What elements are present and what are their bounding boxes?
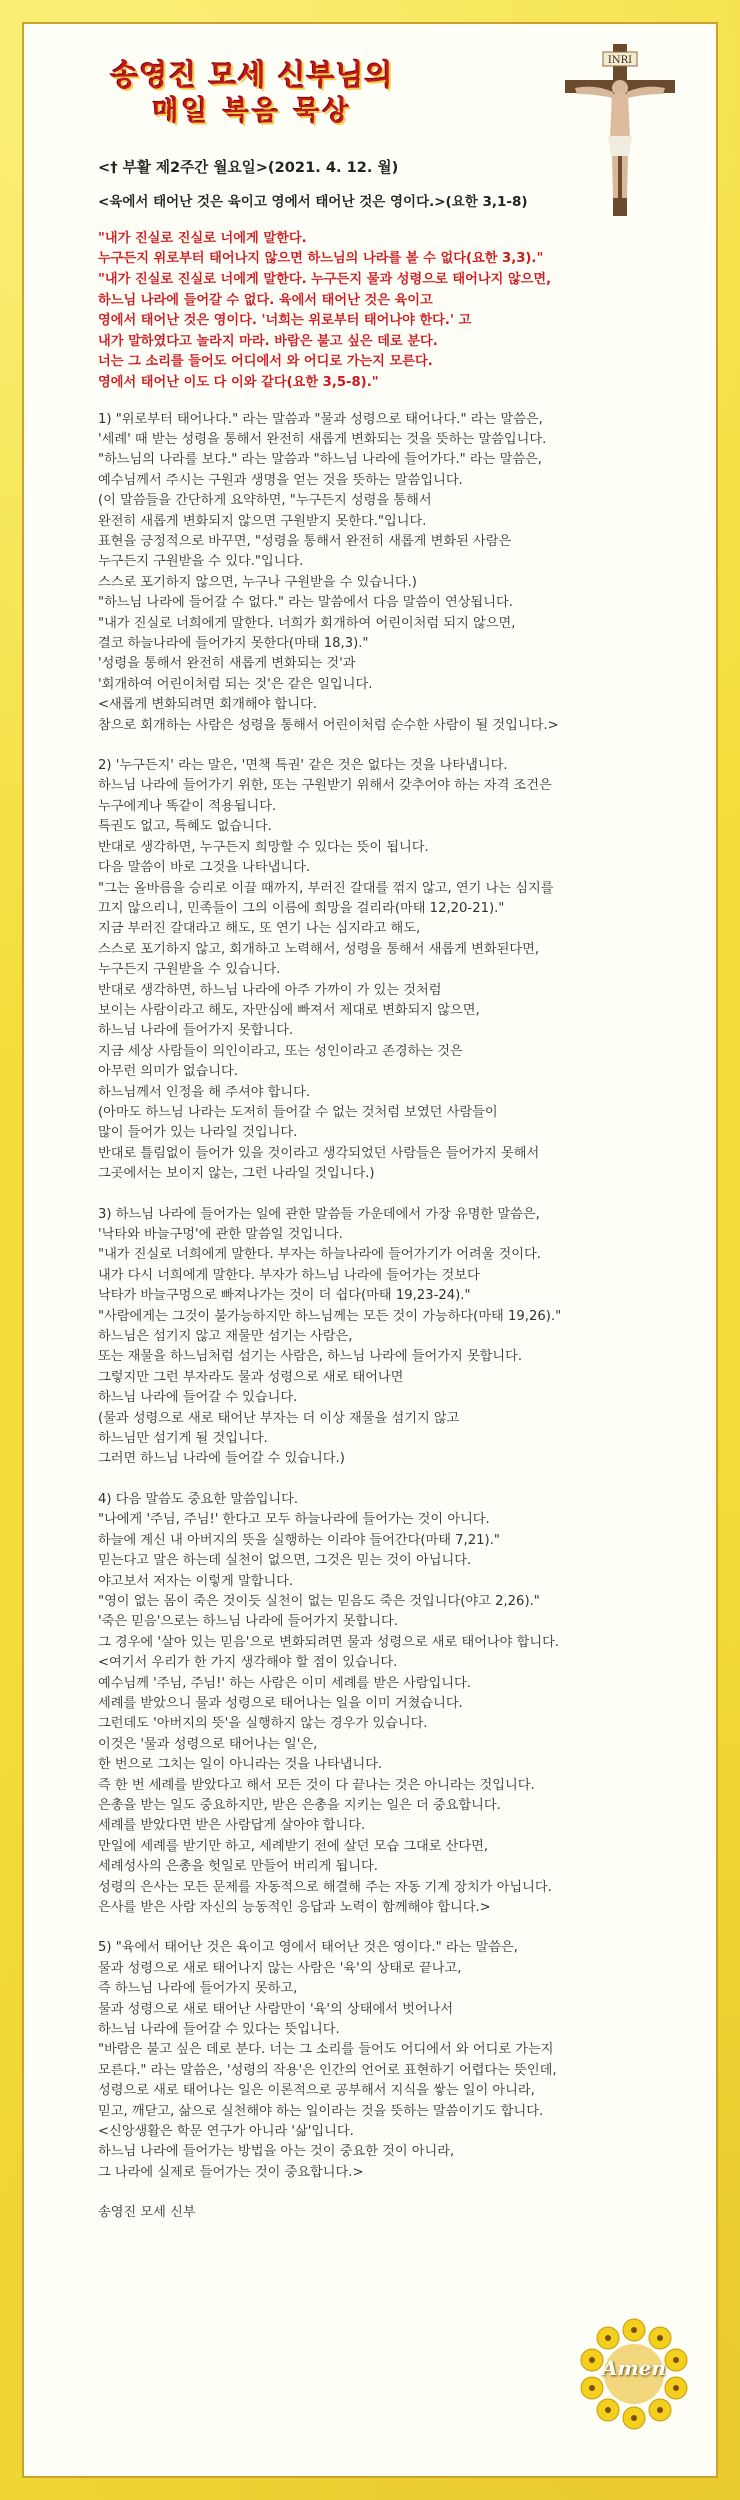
title-line-2: 매일 복음 묵상 [152,96,352,127]
date-line: <† 부활 제2주간 월요일>(2021. 4. 12. 월) [98,159,399,176]
meditation-content [98,158,698,2224]
amen-label: Amen [602,2356,666,2380]
paragraph-2: 2) '누구든지' 라는 말은, '면책 특권' 같은 것은 없다는 것을 나타냅니다. 하느님 나라에 들어가기 위한, 또는 구원받기 위해서 갖추어야 하는 자격 조건은 누구에게나 똑같이 적용됩니다. 특권도 없고, 특혜도 없습니다. 반대로 생각하면, 누구든지 희망할 수 있다는 뜻이 됩니다. 다음 말씀이 바로 그것을 나타냅니다. "그는 올바름을 승리로 이끌 때까지, 부러진 갈대를 꺾지 않고, 연기 나는 심지를 끄지 않으리니, 민족들이 그의 이름에 희망을 걸리라(마태 12,20-21)." 지금 부러진 갈대라고 해도, 또 연기 나는 심지라고 해도, 스스로 포기하지 않고, 회개하고 노력해서, 성령을 통해서 새롭게 변화된다면, 누구든지 구원받을 수 있습니다. 반대로 생각하면, 하느님 나라에 아주 가까이 가 있는 것처럼 보이는 사람이라고 해도, 자만심에 빠져서 제대로 변화되지 않으면, 하느님 나라에 들어가지 못합니다. 지금 세상 사람들이 의인이라고, 또는 성인이라고 존경하는 것은 아무런 의미가 없습니다. 하느님께서 인정을 해 주셔야 합니다. (아마도 하느님 나라는 도저히 들어갈 수 없는 것처럼 보였던 사람들이 많이 들어가 있는 나라일 것입니다. 반대로 틀림없이 들어가 있을 것이라고 생각되었던 사람들은 들어가지 못해서 그곳에서는 보이지 않는, 그런 나라일 것입니다.) [98,758,554,1182]
page-title [92,56,412,130]
paragraph-3: 3) 하느님 나라에 들어가는 일에 관한 말씀들 가운데에서 가장 유명한 말씀은, '낙타와 바늘구멍'에 관한 말씀일 것입니다. "내가 진실로 너희에게 말한다. 부자는 하늘나라에 들어가기가 어려울 것이다. 내가 다시 너희에게 말한다. 부자가 하느님 나라에 들어가는 것보다 낙타가 바늘구멍으로 빠져나가는 것이 더 쉽다(마태 19,23-24)." "사람에게는 그것이 불가능하지만 하느님께는 모든 것이 가능하다(마태 19,26)." 하느님은 섬기지 않고 재물만 섬기는 사람은, 또는 재물을 하느님처럼 섬기는 사람은, 하느님 나라에 들어가지 못합니다. 그렇지만 그런 부자라도 물과 성령으로 새로 태어나면 하느님 나라에 들어갈 수 있습니다. (물과 성령으로 새로 태어난 부자는 더 이상 재물을 섬기지 않고 하느님만 섬기게 될 것입니다. 그러면 하느님 나라에 들어갈 수 있습니다.) [98,1206,562,1467]
paragraph-5: 5) "육에서 태어난 것은 육이고 영에서 태어난 것은 영이다." 라는 말씀은, 물과 성령으로 새로 태어나지 않는 사람은 '육'의 상태로 끝나고, 즉 하느님 나라에 들어가지 못하고, 물과 성령으로 새로 태어난 사람만이 '육'의 상태에서 벗어나서 하느님 나라에 들어갈 수 있다는 뜻입니다. "바람은 불고 싶은 데로 분다. 너는 그 소리를 들어도 어디에서 와 어디로 가는지 모른다." 라는 말씀은, '성령의 작용'은 인간의 언어로 표현하기 어렵다는 뜻인데, 성령으로 새로 태어나는 일은 이론적으로 공부해서 지식을 쌓는 일이 아니라, 믿고, 깨닫고, 삶으로 실천해야 하는 일이라는 것을 뜻하는 말씀이기도 합니다. <신앙생활은 학문 연구가 아니라 '삶'입니다. 하느님 나라에 들어가는 방법을 아는 것이 중요한 것이 아니라, 그 나라에 실제로 들어가는 것이 중요합니다.> [98,1940,557,2180]
signature: 송영진 모세 신부 [98,2205,196,2221]
paragraph-1: 1) "위로부터 태어나다." 라는 말씀과 "물과 성령으로 태어나다." 라는 말씀은, '세례' 때 받는 성령을 통해서 완전히 새롭게 변화되는 것을 뜻하는 말씀입니다. "하느님의 나라를 보다." 라는 말씀과 "하느님 나라에 들어가다." 라는 말씀은, 예수님께서 주시는 구원과 생명을 얻는 것을 뜻하는 말씀입니다. (이 말씀들을 간단하게 요약하면, "누구든지 성령을 통해서 완전히 새롭게 변화되지 않으면 구원받지 못한다."입니다. 표현을 긍정적으로 바꾸면, "성령을 통해서 완전히 새롭게 변화된 사람은 누구든지 구원받을 수 있다."입니다. 스스로 포기하지 않으면, 누구나 구원받을 수 있습니다.) "하느님 나라에 들어갈 수 없다." 라는 말씀에서 다음 말씀이 연상됩니다. "내가 진실로 너희에게 말한다. 너희가 회개하여 어린이처럼 되지 않으면, 결코 하늘나라에 들어가지 못한다(마태 18,3)." '성령을 통해서 완전히 새롭게 변화되는 것'과 '회개하여 어린이처럼 되는 것'은 같은 일입니다. <새롭게 변화되려면 회개해야 합니다. 참으로 회개하는 사람은 성령을 통해서 어린이처럼 순수한 사람이 될 것입니다.> [98,411,559,733]
paragraph-4: 4) 다음 말씀도 중요한 말씀입니다. "나에게 '주님, 주님!' 한다고 모두 하늘나라에 들어가는 것이 아니다. 하늘에 계신 내 아버지의 뜻을 실행하는 이라야 들어간다(마태 7,21)." 믿는다고 말은 하는데 실천이 없으면, 그것은 믿는 것이 아닙니다. 야고보서 저자는 이렇게 말합니다. "영이 없는 몸이 죽은 것이듯 실천이 없는 믿음도 죽은 것입니다(야고 2,26)." '죽은 믿음'으로는 하느님 나라에 들어가지 못합니다. 그 경우에 '살아 있는 믿음'으로 변화되려면 물과 성령으로 새로 태어나야 합니다. <여기서 우리가 한 가지 생각해야 할 점이 있습니다. 예수님께 '주님, 주님!' 하는 사람은 이미 세례를 받은 사람입니다. 세례를 받았으니 물과 성령으로 태어나는 일을 이미 거쳤습니다. 그런데도 '아버지의 뜻'을 실행하지 않는 경우가 있습니다. 이것은 '물과 성령으로 태어나는 일'은, 한 번으로 그치는 일이 아니라는 것을 나타냅니다. 즉 한 번 세례를 받았다고 해서 모든 것이 다 끝나는 것은 아니라는 것입니다. 은총을 받는 일도 중요하지만, 받은 은총을 지키는 일은 더 중요합니다. 세례를 받았다면 받은 사람답게 살아야 합니다. 만일에 세례를 받기만 하고, 세례받기 전에 살던 모습 그대로 산다면, 세례성사의 은총을 헛일로 만들어 버리게 됩니다. 성령의 은사는 모든 문제를 자동적으로 해결해 주는 자동 기계 장치가 아닙니다. 은사를 받은 사람 자신의 능동적인 응답과 노력이 함께해야 합니다.> [98,1491,560,1915]
gospel-subtitle: <육에서 태어난 것은 육이고 영에서 태어난 것은 영이다.>(요한 3,1-8) [98,194,528,211]
scripture-quote: "내가 진실로 진실로 너에게 말한다. 누구든지 위로부터 태어나지 않으면 하느님의 나라를 볼 수 없다(요한 3,3)." "내가 진실로 진실로 너에게 말한다. 누구든지 물과 성령으로 태어나지 않으면, 하느님 나라에 들어갈 수 없다. 육에서 태어난 것은 육이고 영에서 태어난 것은 영이다. '너희는 위로부터 태어나야 한다.' 고 내가 말하였다고 놀라지 마라. 바람은 불고 싶은 데로 분다. 너는 그 소리를 들어도 어디에서 와 어디로 가는지 모른다. 영에서 태어난 이도 다 이와 같다(요한 3,5-8)." [98,230,552,390]
title-line-1: 송영진 모세 신부님의 [110,58,394,92]
amen-flower-wreath [578,2318,690,2430]
inri-inscription: INRI [607,55,633,66]
